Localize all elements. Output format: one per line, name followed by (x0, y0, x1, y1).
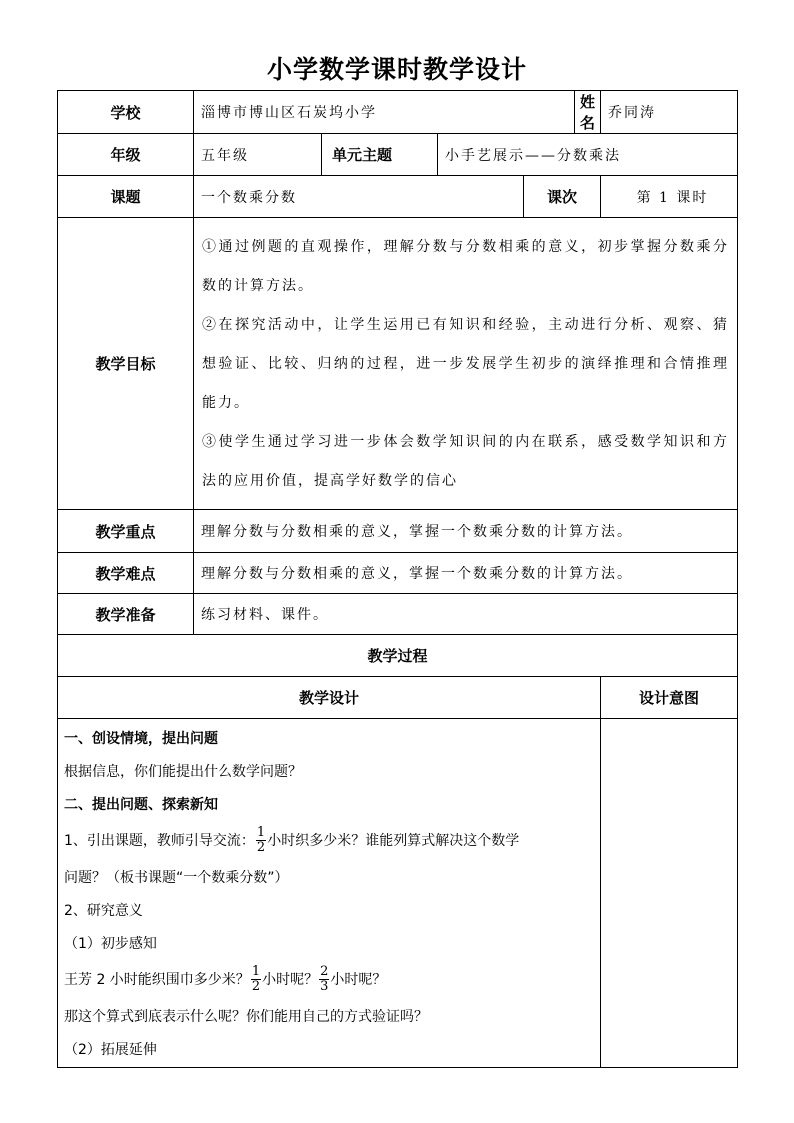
design-line: 问题？（板书课题“一个数乘分数”） (64, 869, 289, 886)
design-line: 那这个算式到底表示什么呢？你们能用自己的方式验证吗？ (64, 1008, 428, 1025)
section-heading: 二、提出问题、探索新知 (64, 796, 218, 813)
goal-item: ③使学生通过学习进一步体会数学知识间的内在联系，感受数学知识和方法的应用价值，提高学好数学的信心 (202, 434, 729, 489)
unit-value: 小手艺展示——分数乘法 (438, 134, 738, 176)
goal-item: ②在探究活动中，让学生运用已有知识和经验，主动进行分析、观察、猜想验证、比较、归纳的过程，进一步发展学生初步的演绎推理和合情推理能力。 (202, 317, 729, 411)
fraction-one-half: $\frac{1}{2}$ (251, 963, 261, 994)
line-text: 小时织多少米？谁能列算式解决这个数学 (267, 833, 520, 849)
section-heading: 一、创设情境，提出问题 (64, 730, 218, 747)
design-line (64, 959, 594, 999)
lesson-label: 课次 (524, 176, 601, 218)
design-line: 根据信息，你们能提出什么数学问题？ (64, 763, 302, 780)
line-text: 王芳 2 小时能织围巾多少米？ (64, 972, 250, 988)
row-key-point (58, 510, 738, 553)
row-school (58, 91, 738, 134)
process-title: 教学过程 (58, 635, 738, 677)
line-text: 小时呢？ (330, 972, 387, 988)
school-label: 学校 (58, 91, 194, 134)
grade-value: 五年级 (194, 134, 322, 176)
lesson-value: 第 1 课时 (601, 176, 738, 218)
grade-label: 年级 (58, 134, 194, 176)
name-value: 乔同涛 (601, 91, 738, 134)
design-content (58, 719, 601, 1068)
design-line: （1）初步感知 (64, 935, 157, 952)
row-goals (58, 218, 738, 510)
difficulty-value: 理解分数与分数相乘的意义，掌握一个数乘分数的计算方法。 (194, 553, 738, 594)
topic-label: 课题 (58, 176, 194, 218)
unit-label: 单元主题 (322, 134, 438, 176)
name-label: 姓名 (575, 91, 601, 134)
intent-header: 设计意图 (601, 677, 738, 719)
row-preparation (58, 594, 738, 635)
topic-value: 一个数乘分数 (194, 176, 524, 218)
intent-content (601, 719, 738, 1068)
goal-item: ①通过例题的直观操作，理解分数与分数相乘的意义，初步掌握分数乘分数的计算方法。 (202, 239, 729, 294)
school-value: 淄博市博山区石炭坞小学 (194, 91, 575, 134)
key-point-value: 理解分数与分数相乘的意义，掌握一个数乘分数的计算方法。 (194, 510, 738, 553)
row-topic (58, 176, 738, 218)
preparation-label: 教学准备 (58, 594, 194, 635)
row-process-title (58, 635, 738, 677)
key-point-label: 教学重点 (58, 510, 194, 553)
preparation-value: 练习材料、课件。 (194, 594, 738, 635)
row-grade (58, 134, 738, 176)
fraction-one-half: $\frac{1}{2}$ (256, 824, 266, 855)
line-text: 1、引出课题，教师引导交流： (64, 833, 255, 849)
lesson-plan-table (57, 90, 738, 1068)
page-title: 小学数学课时教学设计 (266, 55, 527, 84)
difficulty-label: 教学难点 (58, 553, 194, 594)
row-process-body (58, 719, 738, 1068)
goals-label: 教学目标 (58, 218, 194, 510)
design-line (64, 820, 594, 860)
row-difficulty (58, 553, 738, 594)
design-header: 教学设计 (58, 677, 601, 719)
fraction-two-thirds: $\frac{2}{3}$ (320, 963, 329, 994)
goals-content (194, 218, 738, 510)
design-line: 2、研究意义 (64, 902, 143, 919)
design-line: （2）拓展延伸 (64, 1041, 157, 1058)
line-text: 小时呢？ (262, 972, 319, 988)
row-process-headers (58, 677, 738, 719)
